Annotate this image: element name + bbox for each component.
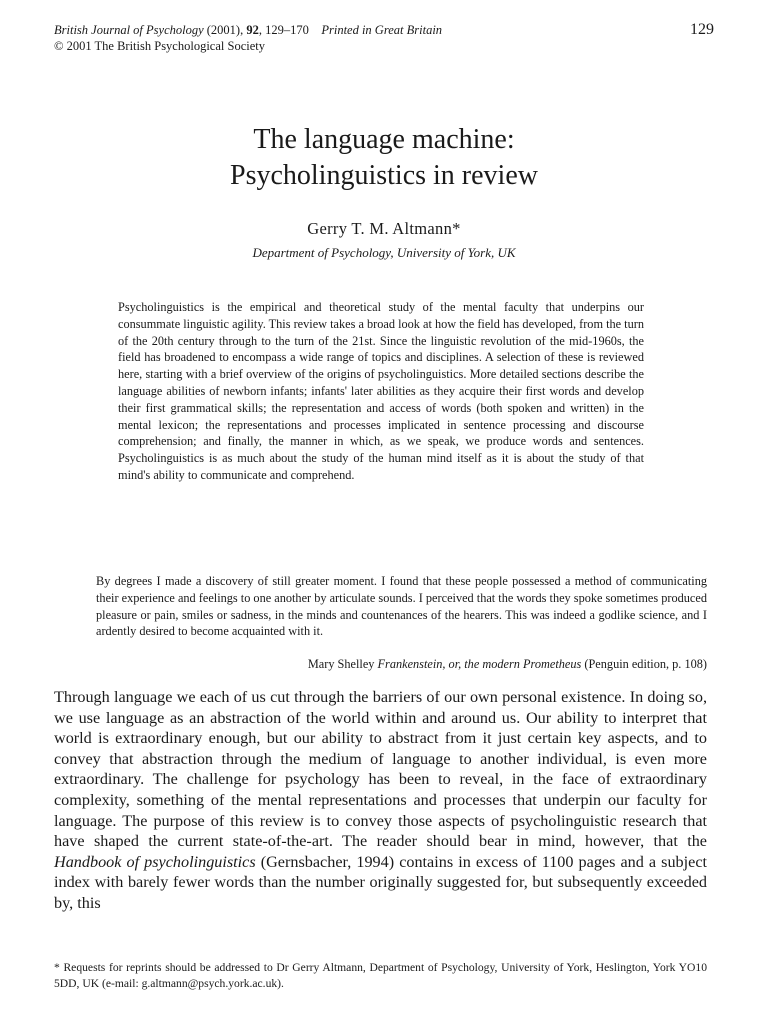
title-line-2: Psycholinguistics in review — [230, 160, 538, 191]
epigraph-author: Mary Shelley — [307, 657, 375, 671]
abstract: Psycholinguistics is the empirical and theoretical study of the mental faculty that underpins our consummate linguistic agility. This review takes a broad look at how the field has developed, from the turn of the 20th century through to the turn of the 21st. Since the linguistic revolution of the mid-1960s, the field has broadened to encompass a wide range of topics and disciplines. A selection of these is reviewed here, starting with a brief overview of the origins of psycholinguistics. More detailed sections describe the language abilities of newborn infants; infants' later abilities as they acquire their first words and develop their first grammatical skills; the representation and access of words (both spoken and written) in the mental lexicon; the representations and processes implicated in sentence processing and discourse comprehension; and finally, the manner in which, as we speak, we produce words and sentences. Psycholinguistics is as much about the study of the human mind itself as it is about the study of that mind's ability to communicate and comprehend. — [118, 300, 644, 482]
body-text-part-1: Through language we each of us cut through the barriers of our own personal existence. In doing so, we use language as an abstraction of the world within and around us. Our ability to interpret that world is extraordinary enough, but our ability to abstract from it just certain key aspects, and to convey that abstraction through the medium of language to another individual, is even more extraordinary. The challenge for psychology has been to reveal, in the face of extraordinary complexity, something of the mental representations and processes that underpin our faculty for language. The purpose of this review is to convey those aspects of psycholinguistic research that have shaped the current state-of-the-art. The reader should bear in mind, however, that the — [54, 688, 707, 851]
author-name: Gerry T. M. Altmann* — [307, 219, 461, 238]
body-paragraph — [54, 687, 707, 914]
epigraph-source — [96, 656, 707, 673]
title-line-1: The language machine: — [253, 124, 515, 155]
running-head — [54, 22, 714, 54]
journal-year: (2001), — [206, 23, 244, 37]
epigraph-quote: By degrees I made a discovery of still greater moment. I found that these people possessed a method of communicating their experience and feelings to one another by articulate sounds. I perceived that the words they spoke sometimes produced pleasure or pain, smiles or sadness, in the minds and countenances of the hearers. This was indeed a godlike science, and I ardently desired to become acquainted with it. — [96, 574, 707, 639]
copyright-line: © 2001 The British Psychological Society — [54, 39, 265, 53]
journal-volume: 92 — [246, 23, 259, 37]
footnote: * Requests for reprints should be addressed to Dr Gerry Altmann, Department of Psychology, University of York, Heslington, York YO10 5DD, UK (e-mail: g.altmann@psych.york.ac.uk). — [54, 961, 707, 990]
epigraph-edition: (Penguin edition, p. 108) — [584, 657, 707, 671]
page-number: 129 — [690, 21, 714, 38]
citation-line — [54, 22, 442, 38]
body-text-part-2: (Gernsbacher, 1994) contains in excess of 1100 pages and a subject index with barely fewer words than the number originally suggested for, but subsequently exceeded by, this — [54, 852, 707, 912]
journal-pages: , 129–170 — [258, 23, 309, 37]
article-title — [0, 122, 768, 194]
author-affiliation: Department of Psychology, University of York, UK — [252, 245, 516, 260]
journal-name: British Journal of Psychology — [54, 23, 204, 37]
handbook-title: Handbook of psycholinguistics — [54, 852, 256, 871]
printed-in: Printed in Great Britain — [321, 23, 443, 37]
epigraph-book-title: Frankenstein, or, the modern Prometheus — [377, 657, 582, 671]
